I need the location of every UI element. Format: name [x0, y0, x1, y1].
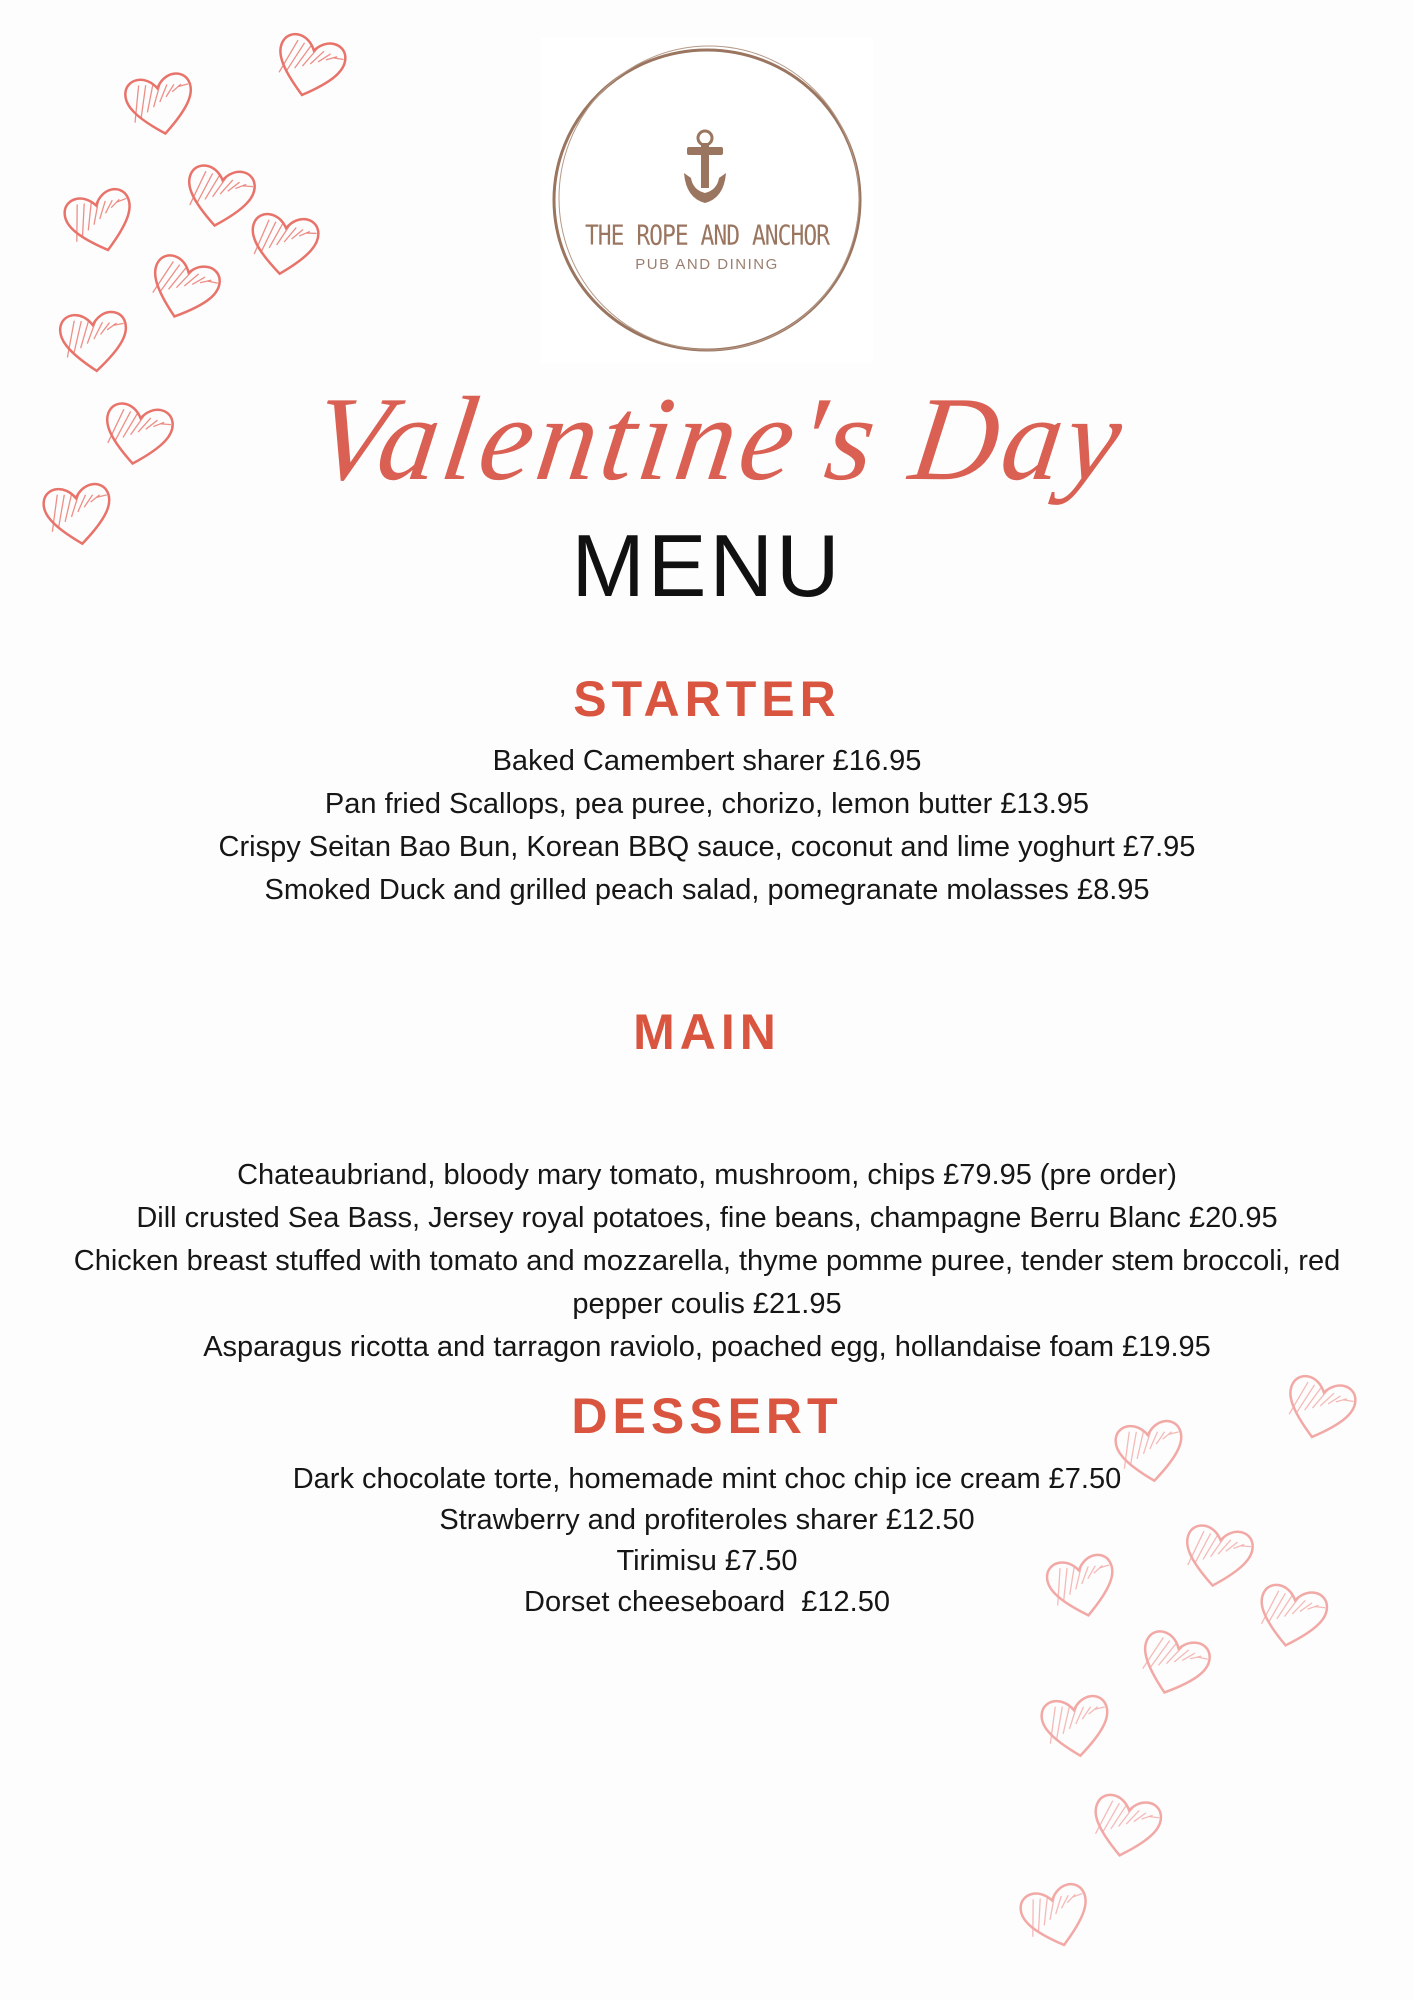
heart-icon: [94, 392, 181, 474]
dessert-section: [0, 1387, 1414, 1623]
menu-item: Crispy Seitan Bao Bun, Korean BBQ sauce, coconut and lime yoghurt £7.95: [218, 831, 1196, 863]
heart-icon: [1127, 1618, 1221, 1708]
heart-icon: [1082, 1783, 1171, 1867]
heart-icon: [1010, 1871, 1102, 1958]
section-heading: STARTER: [573, 671, 841, 727]
logo-tagline: PUB AND DINING: [635, 256, 779, 273]
heart-icon: [264, 21, 356, 108]
section-heading: MAIN: [633, 1004, 781, 1060]
menu-item: Strawberry and profiteroles sharer £12.50: [439, 1504, 975, 1536]
menu-item: Dorset cheeseboard £12.50: [524, 1586, 890, 1618]
menu-title: MENU: [571, 516, 843, 615]
heart-icon: [1033, 1685, 1118, 1765]
menu-item: Tirimisu £7.50: [616, 1545, 798, 1577]
main-section: [0, 1003, 1414, 1369]
menu-item: Smoked Duck and grilled peach salad, pomegranate molasses £8.95: [264, 874, 1150, 906]
menu-item: Chicken breast stuffed with tomato and mozzarella, thyme pomme puree, tender stem broccoli, red pepper coulis £21.95: [73, 1245, 1341, 1320]
logo-name: THE ROPE AND ANCHOR: [584, 220, 830, 252]
valentines-day-script-heading: Valentine's Day: [306, 372, 1134, 505]
heart-icon: [53, 302, 135, 378]
menu-item: Dill crusted Sea Bass, Jersey royal potatoes, fine beans, champagne Berru Blanc £20.95: [136, 1202, 1278, 1234]
menu-item: Baked Camembert sharer £16.95: [492, 745, 922, 777]
section-heading: DESSERT: [571, 1388, 843, 1444]
heart-icon: [241, 203, 326, 283]
logo: [541, 38, 873, 363]
menu-item: Chateaubriand, bloody mary tomato, mushroom, chips £79.95 (pre order): [237, 1159, 1177, 1191]
heart-icon: [116, 62, 203, 144]
menu-item: Pan fried Scallops, pea puree, chorizo, lemon butter £13.95: [324, 788, 1090, 820]
menu-item: Dark chocolate torte, homemade mint choc chip ice cream £7.50: [292, 1463, 1122, 1495]
heart-icon: [54, 176, 146, 263]
anchor-logo-icon: [541, 38, 873, 363]
starter-section: [0, 670, 1414, 912]
menu-item: Asparagus ricotta and tarragon raviolo, poached egg, hollandaise foam £19.95: [203, 1331, 1211, 1363]
heart-icon: [137, 242, 231, 332]
